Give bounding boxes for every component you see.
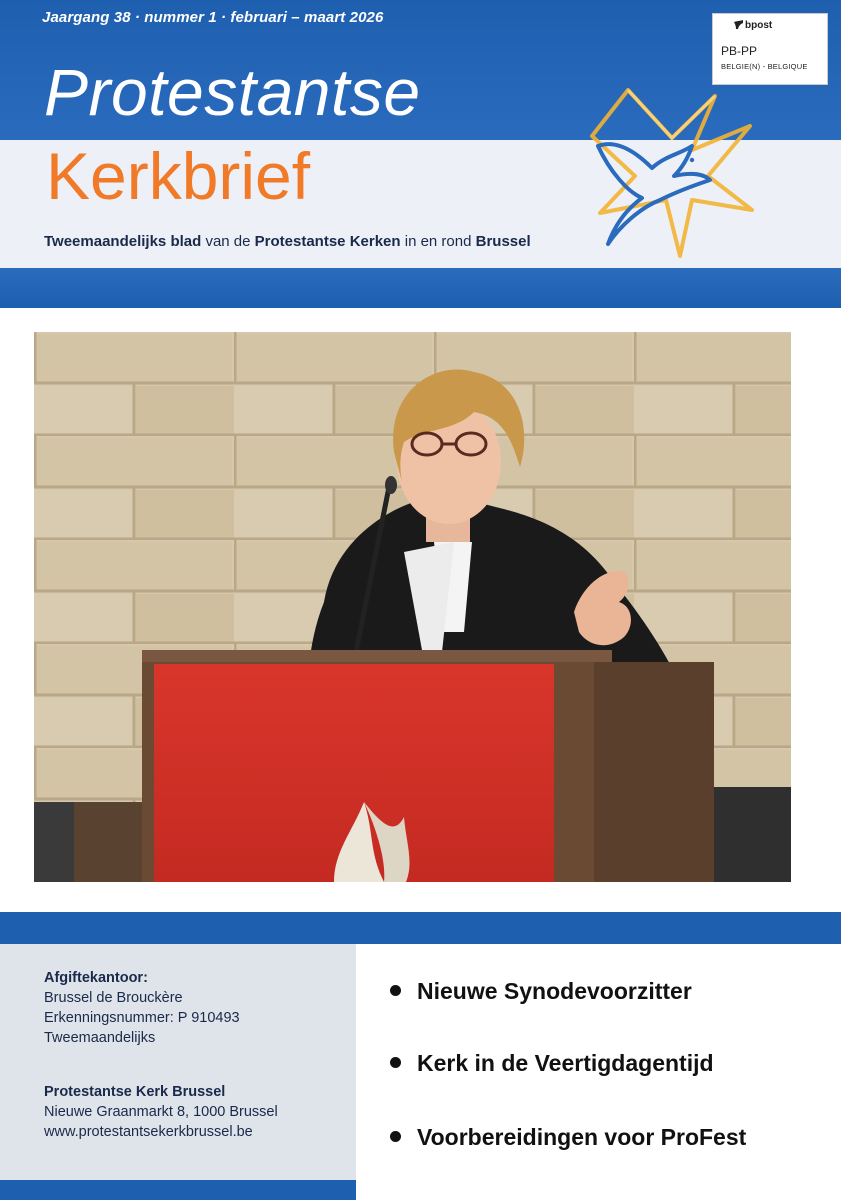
post-office-line: Brussel de Brouckère xyxy=(44,990,183,1006)
bpost-label: bpost xyxy=(745,20,773,31)
cover-photo xyxy=(34,332,791,882)
postage-country: BELGIE(N) - BELGIQUE xyxy=(721,62,808,71)
magazine-title-line2: Kerkbrief xyxy=(46,139,311,213)
magazine-title-line1: Protestantse xyxy=(44,55,421,129)
sender-panel-strip xyxy=(0,1180,356,1200)
bullet-icon xyxy=(390,1057,401,1068)
masthead-bottom-band xyxy=(0,268,841,308)
footer-band xyxy=(0,912,841,944)
post-office-heading: Afgiftekantoor: xyxy=(44,970,148,986)
magazine-subtitle: Tweemaandelijks blad van de Protestantse Kerken in en rond Brussel xyxy=(44,233,531,250)
church-heading: Protestantse Kerk Brussel xyxy=(44,1084,226,1100)
list-item: Nieuwe Synodevoorzitter xyxy=(390,978,692,1005)
issue-line: Jaargang 38 · nummer 1 · februari – maart 2026 xyxy=(42,9,384,26)
star-dove-logo-icon xyxy=(580,88,760,268)
postage-code: PB-PP xyxy=(721,44,758,58)
post-office-block xyxy=(44,968,240,1048)
bullet-icon xyxy=(390,1131,401,1142)
photo-of-speaker-at-lectern-icon xyxy=(34,332,791,882)
post-office-line: Erkenningsnummer: P 910493 xyxy=(44,1010,240,1026)
bullet-icon xyxy=(390,985,401,996)
list-item: Kerk in de Veertigdagentijd xyxy=(390,1050,714,1077)
postage-indicia xyxy=(712,13,828,85)
bpost-horn-icon xyxy=(733,19,745,31)
church-address-block xyxy=(44,1082,278,1142)
list-item: Voorbereidingen voor ProFest xyxy=(390,1124,746,1151)
church-address: Nieuwe Graanmarkt 8, 1000 Brussel xyxy=(44,1104,278,1120)
post-office-line: Tweemaandelijks xyxy=(44,1030,156,1046)
church-website: www.protestantsekerkbrussel.be xyxy=(44,1124,253,1140)
